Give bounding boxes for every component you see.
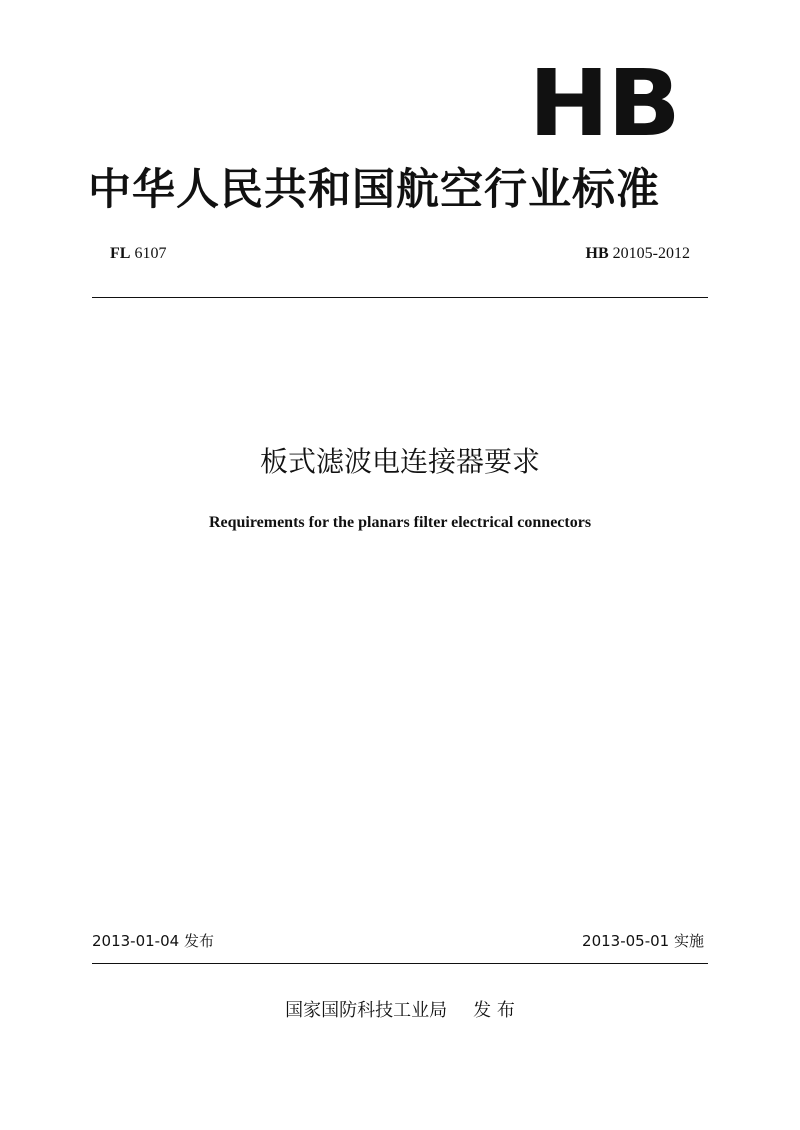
classification-code: [110, 244, 166, 264]
implementation-date: 2013-05-01 实施: [582, 932, 704, 950]
publisher-line: [0, 998, 800, 1024]
release-date: 2013-01-04 发布: [92, 932, 214, 950]
org-title: 中华人民共和国航空行业标准: [88, 165, 660, 215]
bottom-divider: [92, 963, 708, 964]
standard-code: [586, 244, 690, 264]
classification-prefix: FL: [110, 245, 131, 262]
standard-title-chinese: 板式滤波电连接器要求: [259, 445, 540, 478]
standard-title-english: Requirements for the planars filter electrical connectors: [208, 514, 592, 531]
classification-number: 6107: [134, 245, 167, 262]
hb-logo: HB: [528, 66, 679, 142]
publisher-name: 国家国防科技工业局: [285, 1000, 448, 1021]
standard-number: 20105-2012: [612, 245, 690, 262]
standard-prefix: HB: [585, 245, 609, 262]
top-divider: [92, 297, 708, 298]
publisher-action: 发 布: [473, 1000, 515, 1021]
